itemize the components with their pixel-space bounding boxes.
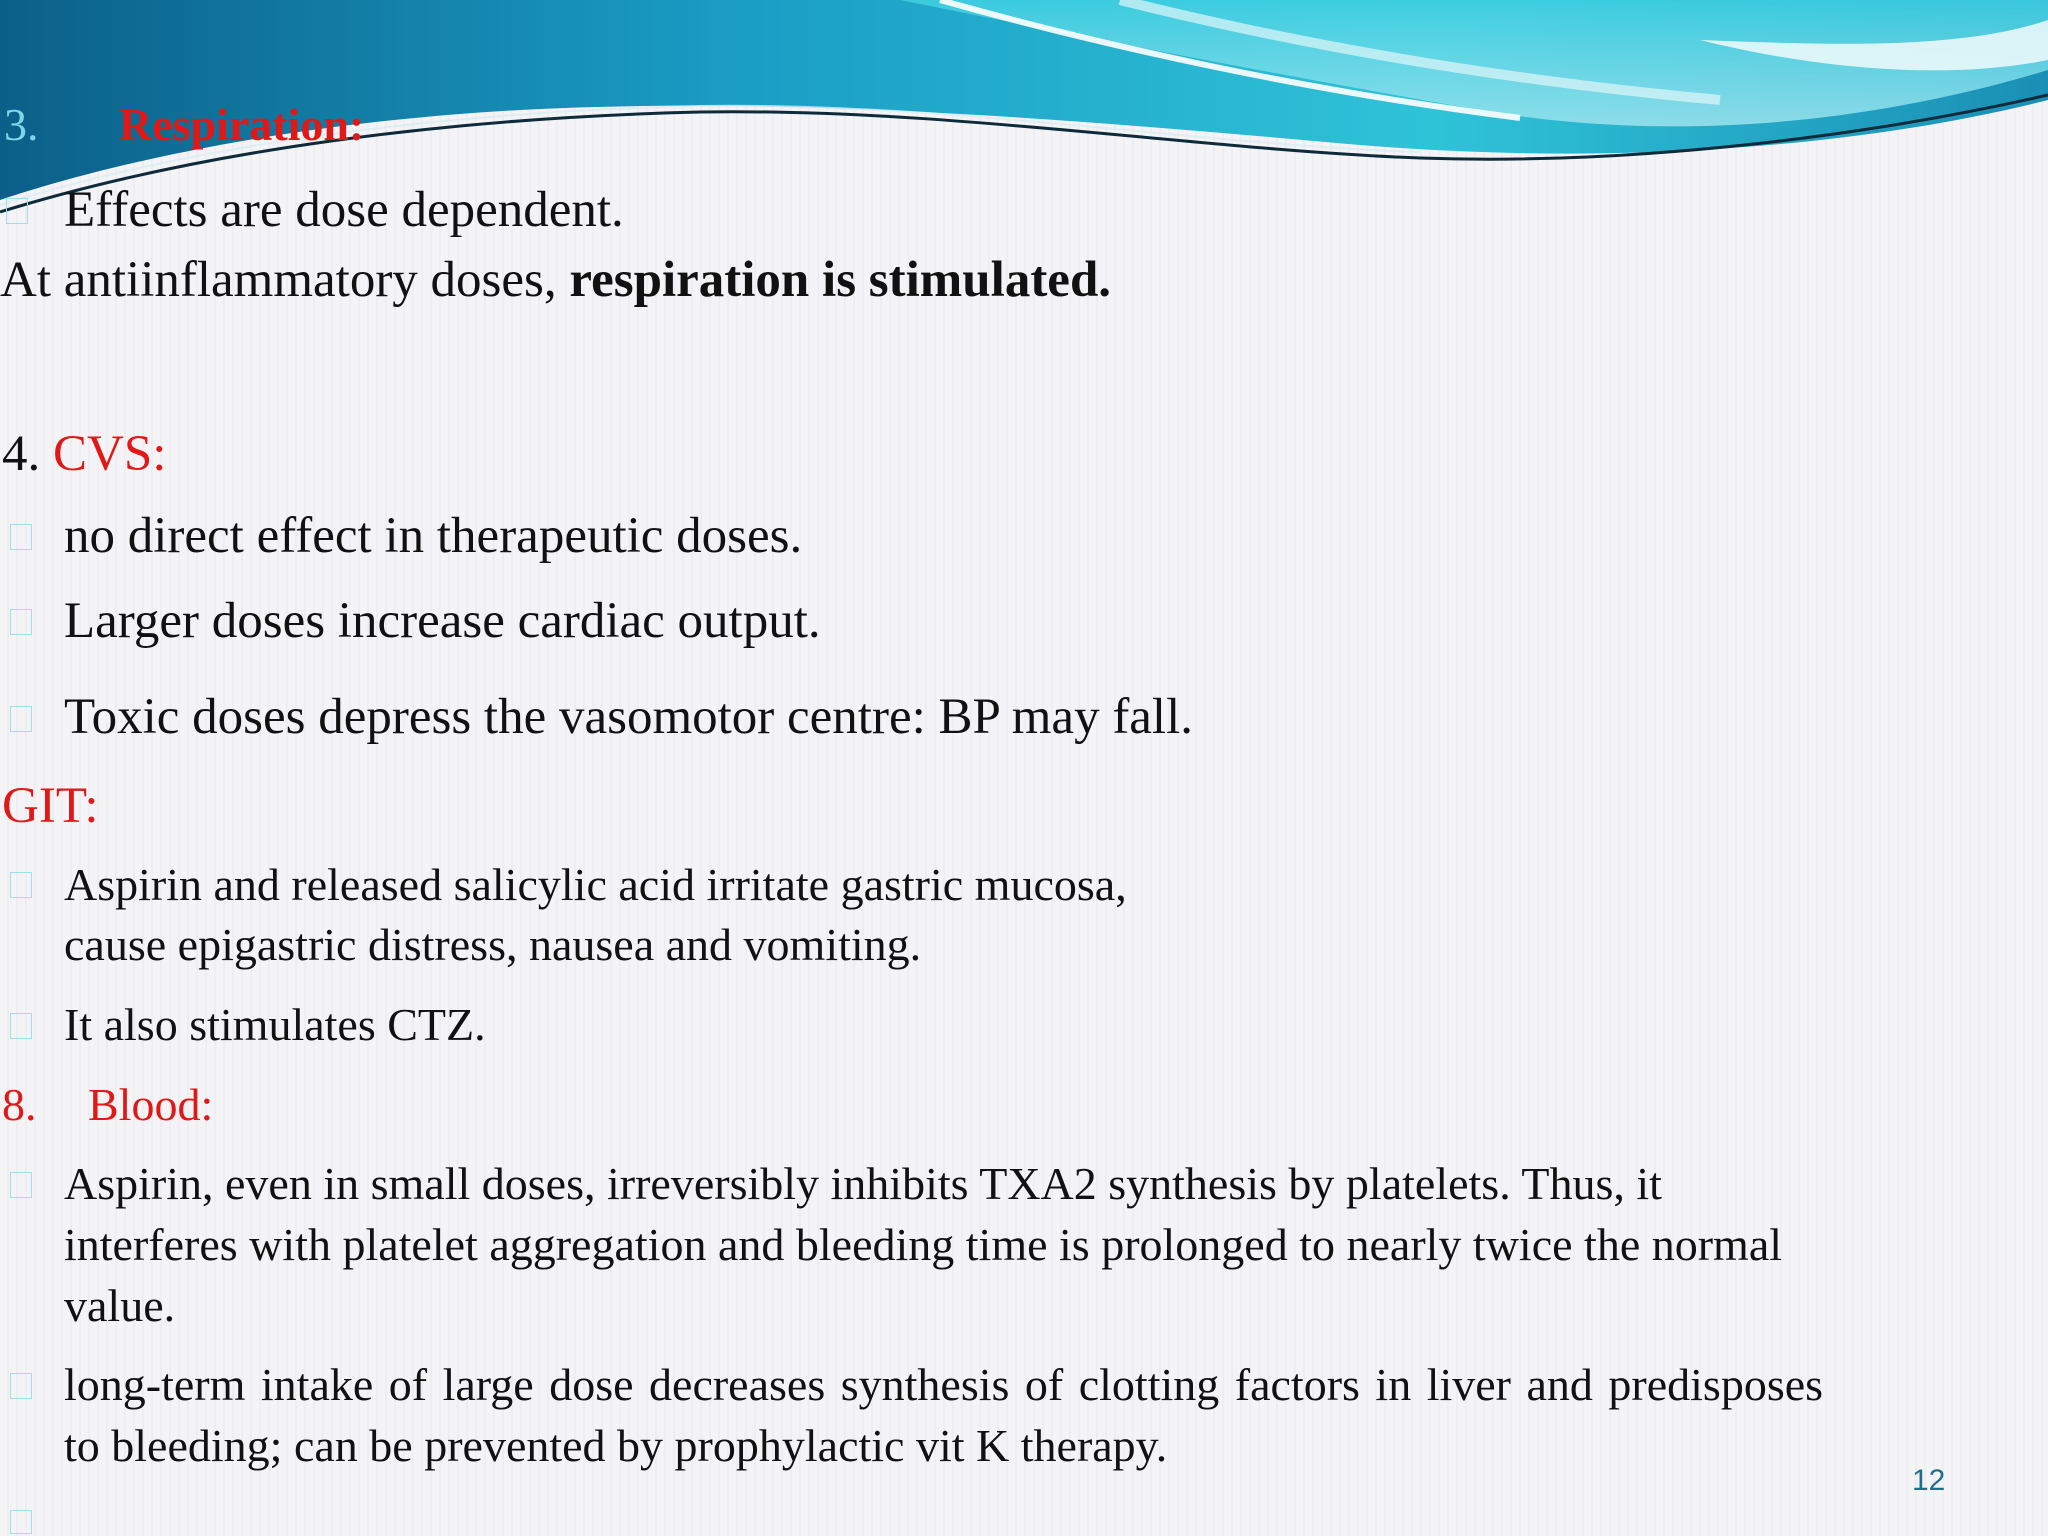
bullet-icon (10, 1172, 32, 1198)
cvs-bullet-2: Larger doses increase cardiac output. (64, 593, 821, 649)
blood-bullet-1-line-3: value. (64, 1280, 176, 1331)
page-number: 12 (1912, 1464, 1946, 1497)
blood-bullet-2-line-2: to bleeding; can be prevented by prophylactic vit K therapy. (64, 1420, 1168, 1471)
cvs-bullet-3: Toxic doses depress the vasomotor centre: BP may fall. (64, 689, 1194, 745)
blood-bullet-2-line-1: long-term intake of large dose decreases synthesis of clotting factors in liver and predisposes (64, 1359, 1824, 1410)
bullet-icon (10, 609, 32, 635)
blood-bullet-1-line-2: interferes with platelet aggregation and bleeding time is prolonged to nearly twice the normal (64, 1219, 1783, 1270)
respiration-line-prefix: At antiinflammatory doses, (0, 252, 570, 308)
respiration-line (0, 249, 1111, 311)
section-number-respiration: 3. (4, 99, 39, 150)
git-bullet-1-line-1: Aspirin and released salicylic acid irritate gastric mucosa, (64, 859, 1127, 910)
git-bullet-2: It also stimulates CTZ. (64, 999, 486, 1050)
bullet-icon (10, 706, 32, 732)
cvs-heading: CVS: (53, 426, 167, 482)
bullet-icon (10, 1373, 32, 1399)
respiration-heading: Respiration: (119, 99, 365, 150)
cvs-heading-line (2, 423, 166, 485)
git-bullet-1-line-2: cause epigastric distress, nausea and vomiting. (64, 919, 922, 970)
respiration-line-bold: respiration is stimulated. (569, 252, 1112, 308)
bullet-icon (10, 524, 32, 550)
blood-heading: Blood: (88, 1079, 214, 1130)
blood-number: 8. (2, 1079, 37, 1130)
bullet-icon (10, 1013, 32, 1039)
bullet-icon (10, 872, 32, 898)
bullet-icon (10, 1510, 32, 1534)
cvs-number: 4. (2, 426, 53, 482)
bullet-icon (6, 198, 28, 224)
respiration-bullet-1: Effects are dose dependent. (64, 182, 624, 238)
cvs-bullet-1: no direct effect in therapeutic doses. (64, 508, 803, 564)
git-heading: GIT: (2, 778, 99, 834)
blood-bullet-1-line-1: Aspirin, even in small doses, irreversibly inhibits TXA2 synthesis by platelets. Thus, it (64, 1158, 1662, 1209)
